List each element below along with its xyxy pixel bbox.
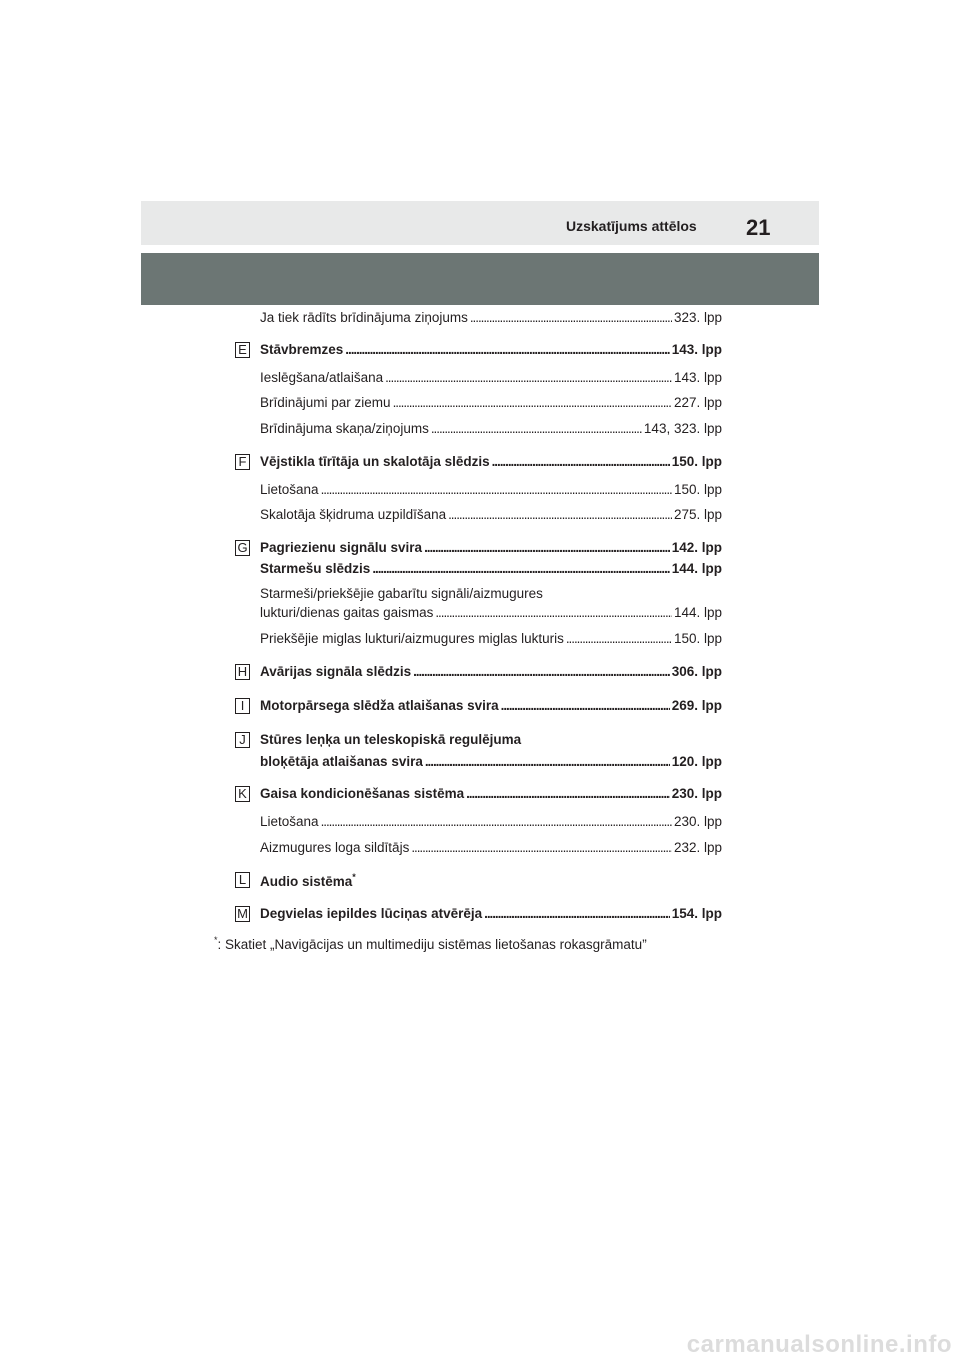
index-entry: lukturi/dienas gaitas gaismas . . . 144. lpp — [260, 605, 722, 625]
index-entry: Aizmugures loga sildītājs . . . 232. lpp — [260, 840, 722, 860]
index-entry-heading: Audio sistēma* — [260, 872, 356, 889]
watermark: carmanualsonline.info — [686, 1331, 952, 1358]
index-entry: Brīdinājuma skaņa/ziņojums . . . 143, 323. lpp — [260, 421, 722, 441]
marker-i: I — [235, 698, 250, 714]
index-entry-line1: Starmeši/priekšējie gabarītu signāli/aizmugures — [260, 586, 543, 601]
index-entry: Skalotāja šķidruma uzpildīšana . . . 275. lpp — [260, 507, 722, 527]
index-entry-heading: Vējstikla tīrītāja un skalotāja slēdzis . . . 150. lpp — [260, 454, 722, 474]
index-entry: Priekšējie miglas lukturi/aizmugures miglas lukturis . . . 150. lpp — [260, 631, 722, 651]
page-number: 21 — [746, 215, 771, 240]
index-entry: Ja tiek rādīts brīdinājuma ziņojums . . . 323. lpp — [260, 310, 722, 330]
index-entry-heading: Avārijas signāla slēdzis . . . 306. lpp — [260, 664, 722, 684]
index-entry-heading: Pagriezienu signālu svira . . . 142. lpp — [260, 540, 722, 560]
index-entry-line1: Stūres leņķa un teleskopiskā regulējuma — [260, 732, 522, 747]
marker-k: K — [235, 786, 250, 802]
index-entry-heading: Starmešu slēdzis . . . 144. lpp — [260, 561, 722, 581]
marker-j: J — [235, 732, 250, 748]
index-entry-heading: Motorpārsega slēdža atlaišanas svira . . . 269. lpp — [260, 698, 722, 718]
index-entry-heading: Degvielas iepildes lūciņas atvērēja . . . 154. lpp — [260, 906, 722, 926]
footnote: *: Skatiet „Navigācijas un multimediju sistēmas lietošanas rokasgrāmatu” — [214, 935, 647, 952]
section-title: Uzskatījums attēlos — [566, 218, 697, 234]
index-entry: Lietošana . . . 150. lpp — [260, 482, 722, 502]
index-entry-heading: bloķētāja atlaišanas svira . . . 120. lpp — [260, 754, 722, 774]
index-entry: Lietošana . . . 230. lpp — [260, 814, 722, 834]
marker-e: E — [235, 342, 250, 358]
marker-f: F — [235, 454, 250, 470]
index-entry-heading: Gaisa kondicionēšanas sistēma . . . 230. lpp — [260, 786, 722, 806]
index-entry: Ieslēgšana/atlaišana . . . 143. lpp — [260, 370, 722, 390]
marker-h: H — [235, 664, 250, 680]
index-entry: Brīdinājumi par ziemu . . . 227. lpp — [260, 395, 722, 415]
marker-g: G — [235, 540, 250, 556]
marker-l: L — [235, 872, 250, 888]
marker-m: M — [235, 906, 250, 922]
index-entry-heading: Stāvbremzes . . . 143. lpp — [260, 342, 722, 362]
